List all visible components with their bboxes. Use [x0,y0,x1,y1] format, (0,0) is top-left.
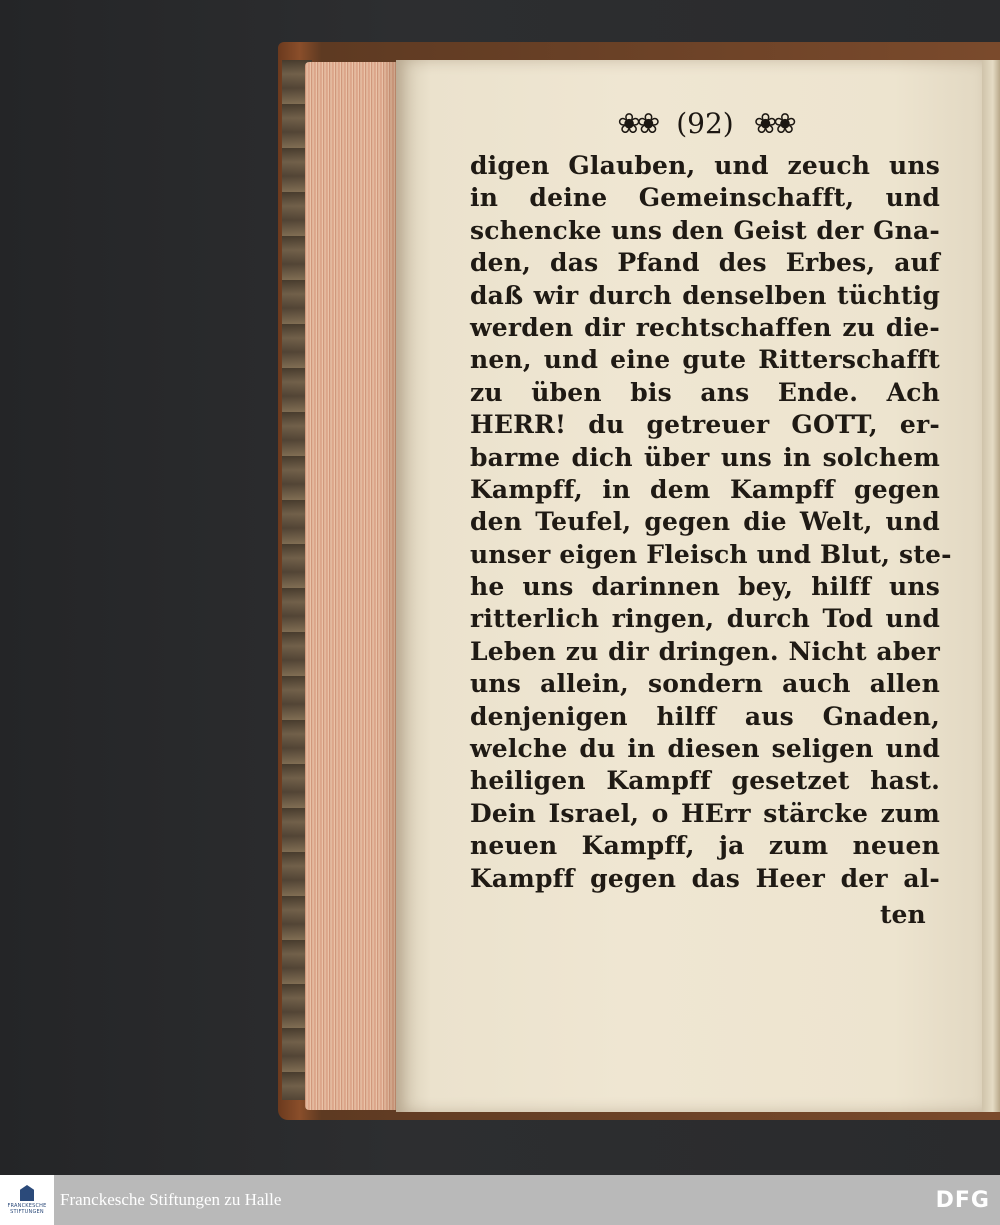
text-line: Kampff, in dem Kampff gegen [470,474,940,504]
logo-text-line2: STIFTUNGEN [10,1209,44,1215]
text-line: Dein Israel, o HErr stärcke zum [470,798,940,828]
text-line: schencke uns den Geist der Gna- [470,215,940,245]
text-line: heiligen Kampff gesetzet hast. [470,766,940,796]
text-line: Kampff gegen das Heer der al- [470,863,940,893]
text-line: werden dir rechtschaffen zu die- [470,312,940,342]
logo-text-line1: FRANCKESCHE [7,1203,47,1209]
footer-bar [0,1175,1000,1225]
text-line: nen, und eine gute Ritterschafft [470,345,940,375]
page-number: (92) [676,106,734,140]
institution-name[interactable]: Franckesche Stiftungen zu Halle [60,1190,282,1209]
text-line: ritterlich ringen, durch Tod und [470,604,940,634]
text-line: barme dich über uns in solchem [470,442,940,472]
ornament-right-icon: ❀❀ [753,106,793,140]
ornament-left-icon: ❀❀ [617,106,657,140]
text-line: digen Glauben, und zeuch uns [470,151,940,180]
facing-page-edge [982,60,1000,1112]
dfg-logo[interactable]: DFG [935,1187,990,1213]
text-line: in deine Gemeinschafft, und [470,183,940,213]
text-line: neuen Kampff, ja zum neuen [470,831,940,861]
building-icon [20,1185,34,1201]
text-line: denjenigen hilff aus Gnaden, [470,701,940,731]
text-line: welche du in diesen seligen und [470,734,940,764]
text-line: den Teufel, gegen die Welt, und [470,507,940,537]
page-text [470,150,952,895]
text-line: daß wir durch denselben tüchtig [470,280,940,310]
text-line: unser eigen Fleisch und Blut, ste- [470,539,952,569]
institution-logo[interactable] [0,1175,54,1225]
text-line: uns allein, sondern auch allen [470,669,940,699]
page-edges [305,62,400,1110]
text-line: zu üben bis ans Ende. Ach [470,377,940,407]
text-line: HERR! du getreuer GOTT, er- [470,410,940,440]
catchword: ten [880,900,926,929]
text-line: Leben zu dir dringen. Nicht aber [470,636,940,666]
text-line: he uns darinnen bey, hilff uns [470,572,940,602]
text-line: den, das Pfand des Erbes, auf [470,248,940,278]
page-header [585,100,825,146]
